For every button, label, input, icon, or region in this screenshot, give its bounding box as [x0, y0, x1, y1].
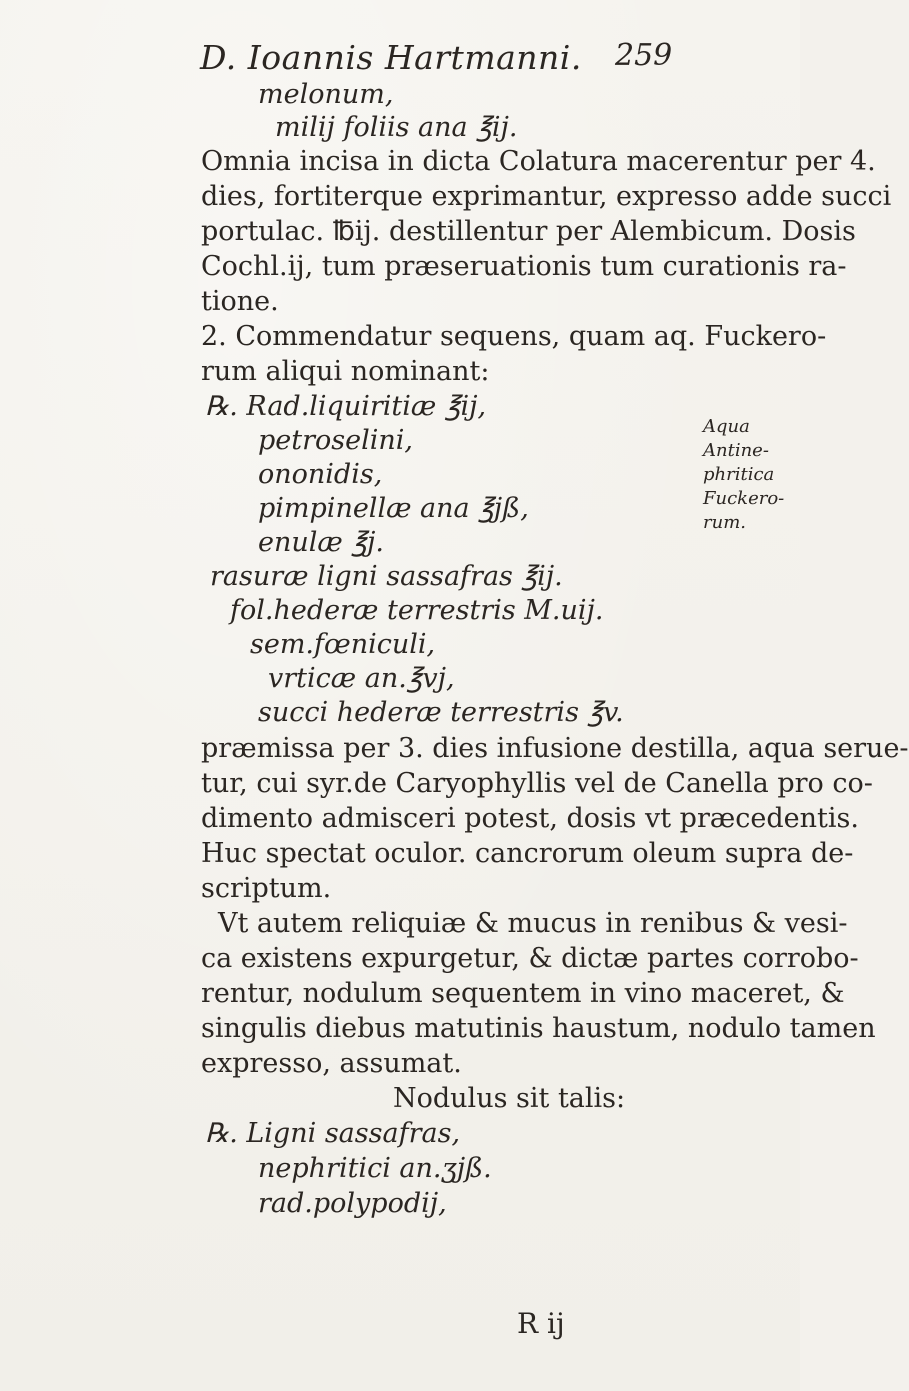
text-line: melonum,: [258, 79, 394, 110]
page-number: 259: [615, 38, 673, 73]
text-line: dies, fortiterque exprimantur, expresso adde succi: [201, 181, 892, 212]
recipe-line: ononidis,: [258, 459, 383, 490]
text-line: rentur, nodulum sequentem in vino maceret, &: [201, 978, 845, 1009]
recipe-line: ℞. Rad.liquiritiæ ℥ij,: [205, 391, 487, 422]
text-line: rum aliqui nominant:: [201, 356, 490, 387]
recipe-line: petroselini,: [258, 425, 413, 456]
text-line: dimento admisceri potest, dosis vt præcedentis.: [201, 803, 859, 834]
text-line: milij foliis ana ℥ij.: [275, 112, 518, 143]
text-line: tione.: [201, 286, 279, 317]
text-line: præmissa per 3. dies infusione destilla, aqua serue-: [201, 733, 909, 764]
text-line: 2. Commendatur sequens, quam aq. Fuckero-: [201, 321, 827, 352]
text-line: Nodulus sit talis:: [393, 1083, 626, 1114]
text-line: scriptum.: [201, 873, 332, 904]
margin-note-line: Aqua: [703, 416, 750, 437]
recipe-line: rasuræ ligni sassafras ℥ij.: [210, 561, 563, 592]
text-line: portulac. ℔ij. destillentur per Alembicum. Dosis: [201, 216, 856, 247]
recipe-line: nephritici an.ʒjß.: [258, 1153, 492, 1184]
text-line: expresso, assumat.: [201, 1048, 462, 1079]
recipe-line: pimpinellæ ana ℥jß,: [258, 493, 529, 524]
margin-note: [703, 415, 798, 535]
margin-note-line: Fuckero-: [703, 488, 785, 509]
recipe-line: rad.polypodij,: [258, 1188, 447, 1219]
recipe-line: vrticæ an.℥vj,: [268, 663, 455, 694]
text-line: Omnia incisa in dicta Colatura macerentur per 4.: [201, 146, 876, 177]
recipe-line: sem.fœniculi,: [250, 629, 436, 660]
text-line: Huc spectat oculor. cancrorum oleum supra de-: [201, 838, 854, 869]
text-line: ca existens expurgetur, & dictæ partes corrobo-: [201, 943, 859, 974]
running-head: D. Ioannis Hartmanni.: [200, 38, 582, 77]
margin-note-line: phritica: [703, 464, 775, 485]
text-line: Vt autem reliquiæ & mucus in renibus & vesi-: [218, 908, 848, 939]
recipe-line: succi hederæ terrestris ℥v.: [258, 697, 624, 728]
recipe-line: fol.hederæ terrestris M.uij.: [230, 595, 604, 626]
recipe-line: enulæ ℥j.: [258, 527, 384, 558]
signature-mark: R ij: [517, 1307, 565, 1340]
margin-note-line: rum.: [703, 512, 746, 533]
text-line: tur, cui syr.de Caryophyllis vel de Canella pro co-: [201, 768, 873, 799]
text-line: Cochl.ij, tum præseruationis tum curationis ra-: [201, 251, 847, 282]
margin-note-line: Antine-: [703, 440, 769, 461]
recipe-line: ℞. Ligni sassafras,: [205, 1118, 461, 1149]
text-line: singulis diebus matutinis haustum, nodulo tamen: [201, 1013, 876, 1044]
